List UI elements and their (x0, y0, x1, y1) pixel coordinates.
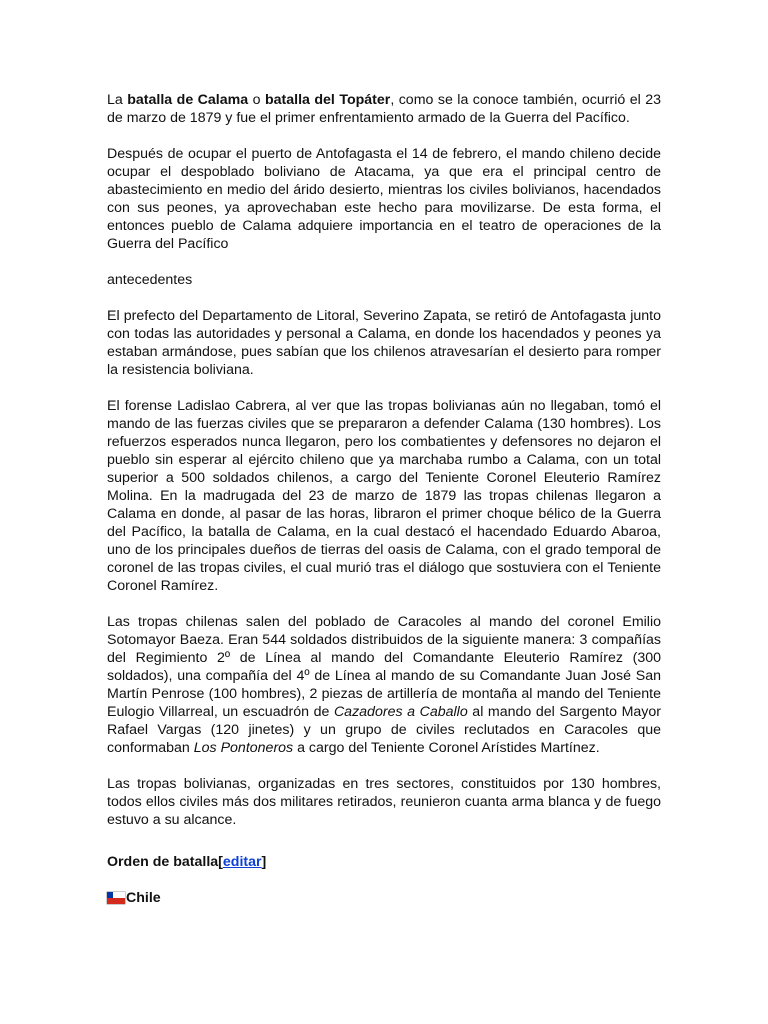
intro-text-1: La (107, 92, 128, 108)
chilean-troops-text-3: a cargo del Teniente Coronel Arístides Martínez. (293, 740, 600, 756)
intro-bold-battle-topater: batalla del Topáter (264, 92, 391, 108)
prefect-paragraph: El prefecto del Departamento de Litoral, Severino Zapata, se retiró de Antofagasta junto con todas las autoridades y personal a Calama, en donde los hacendados y peones ya estaban armándose, pues sabían que los chilenos atravesarían el desierto para romper la resistencia boliviana. (107, 308, 661, 378)
bolivian-troops-paragraph: Las tropas bolivianas, organizadas en tres sectores, constituidos por 130 hombres, todos ellos civiles más dos militares retirados, reunieron cuanta arma blanca y de fuego estuvo a su alcance. (107, 776, 661, 828)
intro-bold-battle-calama: batalla de Calama (127, 92, 249, 108)
intro-text-3: , como se la conoce también, ocurrió el 23 de marzo de 1879 y fue el primer enfrentamiento armado de la Guerra del Pacífico. (107, 92, 661, 126)
heading-title: Orden de batalla (107, 854, 219, 870)
intro-paragraph (107, 91, 661, 127)
intro-text-2: o (248, 92, 265, 108)
chilean-troops-text-1: Las tropas chilenas salen del poblado de Caracoles al mando del coronel Emilio Sotomayor Baeza. Eran 544 soldados distribuidos de la siguiente manera: 3 compañías del Regimiento 2º de Línea al mando del Comandante Eleuterio Ramírez (300 soldados), una compañía del 4º de Línea al mando de su Comandante Juan José San Martín Penrose (100 hombres), 2 piezas de artillería de montaña al mando del Teniente Eulogio Villarreal, un escuadrón de (107, 614, 661, 720)
chilean-troops-paragraph (107, 613, 661, 757)
chilean-troops-text-2: al mando del Sargento Mayor Rafael Vargas (120 jinetes) y un grupo de civiles reclutados en Caracoles que conformaban (107, 704, 661, 756)
cabrera-paragraph: El forense Ladislao Cabrera, al ver que las tropas bolivianas aún no llegaban, tomó el mando de las fuerzas civiles que se prepararon a defender Calama (130 hombres). Los refuerzos esperados nunca llegaron, pero los combatientes y defensores no dejaron el pueblo sin esperar al ejército chileno que ya marchaba rumbo a Calama, con un total superior a 500 soldados chilenos, a cargo del Teniente Coronel Eleuterio Ramírez Molina. En la madrugada del 23 de marzo de 1879 las tropas chilenas llegaron a Calama en donde, al pasar de las horas, libraron el primer choque bélico de la Guerra del Pacífico, la batalla de Calama, en la cual destacó el hacendado Eduardo Abaroa, uno de los principales dueños de tierras del oasis de Calama, con el grado temporal de coronel de las tropas civiles, el cual murió tras el diálogo que sostuviera con el Teniente Coronel Ramírez. (107, 398, 661, 594)
order-of-battle-heading (107, 853, 661, 871)
chile-label: Chile (126, 890, 161, 906)
pontoneros-italic: Los Pontoneros (193, 740, 294, 756)
chile-section-label (107, 889, 661, 907)
heading-close-bracket: ] (261, 854, 267, 870)
cazadores-italic: Cazadores a Caballo (333, 704, 468, 720)
edit-link[interactable]: editar (222, 854, 262, 870)
context-paragraph: Después de ocupar el puerto de Antofagasta el 14 de febrero, el mando chileno decide ocupar el despoblado boliviano de Atacama, ya que era el principal centro de abastecimiento en medio del árido desierto, mientras los civiles bolivianos, hacendados con sus peones, ya aprovechaban este hecho para movilizarse. De esta forma, el entonces pueblo de Calama adquiere importancia en el teatro de operaciones de la Guerra del Pacífico (107, 146, 661, 252)
heading-open-bracket: [ (218, 854, 223, 870)
chile-flag-icon (107, 892, 125, 904)
antecedentes-label: antecedentes (107, 272, 193, 288)
